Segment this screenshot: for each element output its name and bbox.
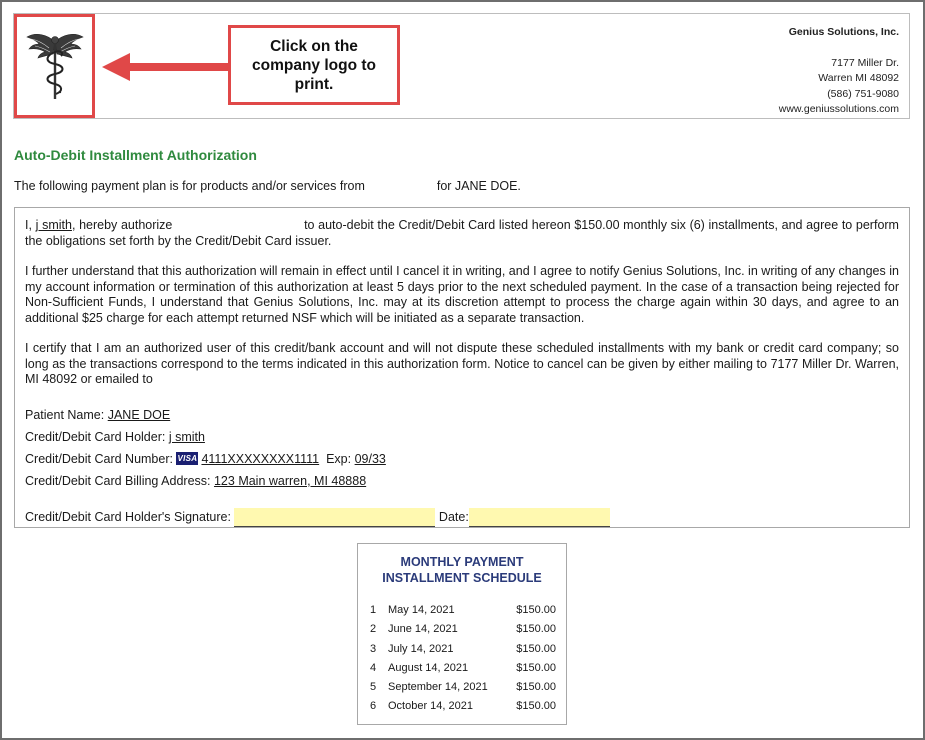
visa-card-icon: VISA [177, 453, 198, 463]
signature-field[interactable] [234, 508, 435, 527]
table-row: 5 September 14, 2021 $150.00 [370, 681, 556, 694]
patient-name-row: Patient Name: JANE DOE [25, 407, 171, 422]
company-phone: (586) 751-9080 [827, 87, 899, 100]
authorization-box [14, 207, 910, 528]
print-instruction-callout: Click on the company logo to print. [228, 25, 400, 105]
date-label: Date: [438, 509, 469, 524]
schedule-title: MONTHLY PAYMENT INSTALLMENT SCHEDULE [382, 555, 542, 585]
billing-address-value: 123 Main warren, MI 48888 [213, 473, 367, 488]
table-row: 2 June 14, 2021 $150.00 [370, 623, 556, 636]
table-row: 4 August 14, 2021 $150.00 [370, 661, 556, 674]
schedule-table [370, 601, 556, 717]
card-holder-value: j smith [168, 429, 205, 444]
card-details [25, 404, 899, 492]
table-row: 3 July 14, 2021 $150.00 [370, 642, 556, 655]
table-row: 1 May 14, 2021 $150.00 [370, 604, 556, 616]
page-title: Auto-Debit Installment Authorization [14, 147, 257, 163]
patient-name-value: JANE DOE [107, 407, 171, 422]
billing-address-row: Credit/Debit Card Billing Address: 123 Main warren, MI 48888 [25, 473, 367, 488]
pointer-arrow-icon [100, 52, 230, 82]
caduceus-logo-icon [25, 28, 85, 104]
card-exp-value: 09/33 [354, 451, 386, 466]
card-holder-row: Credit/Debit Card Holder: j smith [25, 429, 205, 444]
company-address-line1: 7177 Miller Dr. [831, 56, 899, 69]
letterhead [13, 13, 910, 119]
authorization-paragraph-2: I further understand that this authorization will remain in effect until I cancel it in writing, and I agree to notify Genius Solutions, Inc. in writing of any changes in my account information or termination of this authorization at least 5 days prior to the next scheduled payment. In the case of a transaction being rejected for Non-Sufficient Funds, I understand that Genius Solutions, Inc. may at its discretion attempt to process the charge again within 30 days, and agree to an additional $25 charge for each attempt returned NSF which will be initiated as a separate transaction. [25, 264, 899, 325]
company-logo-button[interactable] [14, 14, 95, 118]
table-row: 6 October 14, 2021 $150.00 [370, 700, 556, 713]
company-info [779, 25, 899, 118]
intro-before: The following payment plan is for products and/or services from [14, 179, 365, 193]
authorization-paragraph-3: I certify that I am an authorized user of this credit/bank account and will not dispute these scheduled installments with my bank or credit card company; so long as the transactions correspond to the terms indicated in this authorization form. Notice to cancel can be given by either mailing to 7177 Miller Dr. Warren, MI 48092 or emailed to [25, 341, 899, 386]
card-number-value: 4111XXXXXXXX1111 [201, 451, 320, 466]
signature-row [25, 506, 899, 528]
signature-label: Credit/Debit Card Holder's Signature: [25, 509, 231, 524]
date-field[interactable] [469, 508, 610, 527]
company-website: www.geniussolutions.com [778, 103, 899, 115]
card-number-row: Credit/Debit Card Number: VISA 4111XXXXXXXX1111 Exp: 09/33 [25, 451, 386, 466]
intro-sentence [14, 179, 521, 193]
intro-after: for JANE DOE. [436, 179, 521, 193]
company-address-line2: Warren MI 48092 [818, 72, 899, 84]
authorizer-name: j smith [35, 218, 72, 232]
authorization-paragraph-1: I, j smith, hereby authorize to auto-debit the Credit/Debit Card listed hereon $150.00 monthly six (6) installments, and agree to perform the obligations set forth by the Credit/Debit Card issuer. [25, 218, 899, 248]
installment-schedule [357, 543, 567, 725]
company-name: Genius Solutions, Inc. [788, 26, 899, 38]
